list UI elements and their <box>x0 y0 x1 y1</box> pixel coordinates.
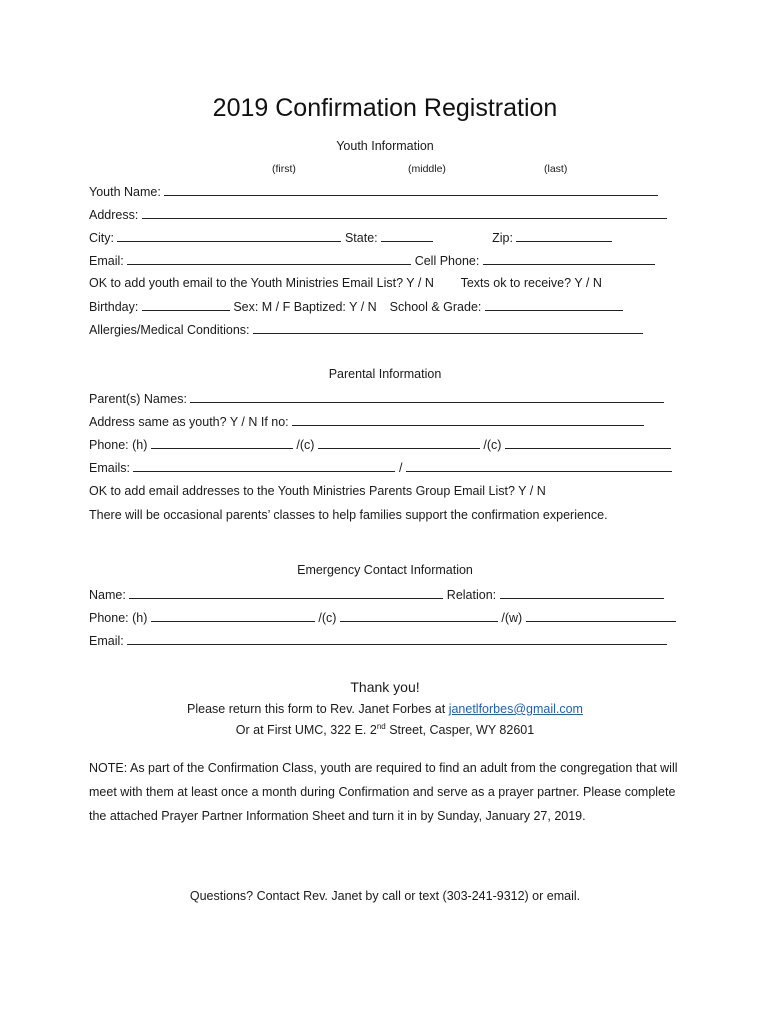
church-address-suffix: Street, Casper, WY 82601 <box>385 723 535 738</box>
parent-names-label: Parent(s) Names: <box>89 392 187 406</box>
parent-names-row <box>89 389 664 407</box>
parent-emails-slash: / <box>398 461 403 475</box>
youth-allergies-field[interactable] <box>253 320 643 334</box>
prayer-partner-note: NOTE: As part of the Confirmation Class, youth are required to find an adult from the congregation that will meet with them at least once a month during Confirmation and serve as a prayer partner. Please complete the attached Prayer Partner Information Sheet and turn it in by Sunday, January 27, 2019. <box>89 761 678 823</box>
emergency-relation-label: Relation: <box>446 588 497 602</box>
parent-classes-row <box>89 506 608 524</box>
thank-you-text: Thank you! <box>350 679 420 695</box>
youth-birthday-row <box>89 297 623 315</box>
youth-sex-label: Sex: M / F <box>233 300 291 314</box>
emergency-email-field[interactable] <box>127 631 667 645</box>
parent-phone-h-label: Phone: (h) <box>89 438 148 452</box>
youth-city-field[interactable] <box>117 228 341 242</box>
emergency-phone-w-label: /(w) <box>501 611 523 625</box>
emergency-name-label: Name: <box>89 588 126 602</box>
youth-state-field[interactable] <box>381 228 433 242</box>
youth-ok-email-row <box>89 274 602 292</box>
church-address <box>0 722 770 737</box>
youth-texts-ok-text: Texts ok to receive? Y / N <box>460 276 602 290</box>
youth-city-row <box>89 228 612 246</box>
emergency-phone-h-field[interactable] <box>151 608 315 622</box>
church-address-prefix: Or at First UMC, 322 E. 2 <box>235 723 377 738</box>
emergency-phone-h-label: Phone: (h) <box>89 611 148 625</box>
parent-phone-h-field[interactable] <box>151 435 293 449</box>
parent-emails-label: Emails: <box>89 461 130 475</box>
parent-address-label: Address same as youth? Y / N If no: <box>89 415 289 429</box>
return-text: Please return this form to Rev. Janet Forbes at <box>187 702 449 716</box>
emergency-phone-c-label: /(c) <box>318 611 337 625</box>
youth-zip-field[interactable] <box>516 228 612 242</box>
youth-city-label: City: <box>89 231 114 245</box>
youth-name-field[interactable] <box>164 182 658 196</box>
youth-baptized-label: Baptized: Y / N <box>293 300 377 314</box>
youth-school-field[interactable] <box>485 297 623 311</box>
youth-name-row <box>89 182 658 200</box>
youth-cell-label: Cell Phone: <box>414 254 480 268</box>
youth-address-row <box>89 205 667 223</box>
parent-address-field[interactable] <box>292 412 644 426</box>
parent-phone-row <box>89 435 671 453</box>
emergency-section-heading: Emergency Contact Information <box>297 563 473 577</box>
emergency-phone-row <box>89 608 676 626</box>
youth-birthday-field[interactable] <box>142 297 230 311</box>
parent-ok-email-row <box>89 482 546 500</box>
youth-allergies-label: Allergies/Medical Conditions: <box>89 323 250 337</box>
parent-classes-note: There will be occasional parents’ classes to help families support the confirmation experience. <box>89 508 608 522</box>
church-address-sup: nd <box>376 722 386 731</box>
parent-names-field[interactable] <box>190 389 664 403</box>
youth-email-field[interactable] <box>127 251 411 265</box>
parent-email-2-field[interactable] <box>406 458 672 472</box>
youth-email-label: Email: <box>89 254 124 268</box>
emergency-relation-field[interactable] <box>500 585 664 599</box>
parent-emails-row <box>89 458 672 476</box>
emergency-phone-c-field[interactable] <box>340 608 498 622</box>
youth-ok-email-text: OK to add youth email to the Youth Ministries Email List? Y / N <box>89 276 434 290</box>
youth-state-label: State: <box>344 231 378 245</box>
emergency-name-field[interactable] <box>129 585 443 599</box>
youth-allergies-row <box>89 320 643 338</box>
parent-section-heading: Parental Information <box>328 367 442 381</box>
youth-email-row <box>89 251 655 269</box>
col-label-last: (last) <box>544 163 568 175</box>
page-title: 2019 Confirmation Registration <box>212 94 558 122</box>
emergency-phone-w-field[interactable] <box>526 608 676 622</box>
youth-address-label: Address: <box>89 208 139 222</box>
col-label-first: (first) <box>272 163 296 175</box>
parent-ok-email-text: OK to add email addresses to the Youth Ministries Parents Group Email List? Y / N <box>89 484 546 498</box>
emergency-name-row <box>89 585 664 603</box>
questions-text: Questions? Contact Rev. Janet by call or text (303-241-9312) or email. <box>189 889 581 903</box>
youth-zip-label: Zip: <box>492 231 513 245</box>
emergency-email-row <box>89 631 667 649</box>
youth-school-label: School & Grade: <box>389 300 482 314</box>
col-label-middle: (middle) <box>408 163 446 175</box>
youth-address-field[interactable] <box>142 205 667 219</box>
youth-birthday-label: Birthday: <box>89 300 139 314</box>
contact-email-link[interactable]: janetlforbes@gmail.com <box>448 702 583 716</box>
parent-phone-c2-field[interactable] <box>505 435 671 449</box>
parent-email-1-field[interactable] <box>133 458 395 472</box>
youth-section-heading: Youth Information <box>336 139 434 153</box>
emergency-email-label: Email: <box>89 634 124 648</box>
parent-address-row <box>89 412 644 430</box>
youth-cell-field[interactable] <box>483 251 655 265</box>
parent-phone-c1-label: /(c) <box>296 438 315 452</box>
parent-phone-c2-label: /(c) <box>483 438 502 452</box>
return-instructions <box>0 702 770 716</box>
parent-phone-c1-field[interactable] <box>318 435 480 449</box>
youth-name-label: Youth Name: <box>89 185 161 199</box>
